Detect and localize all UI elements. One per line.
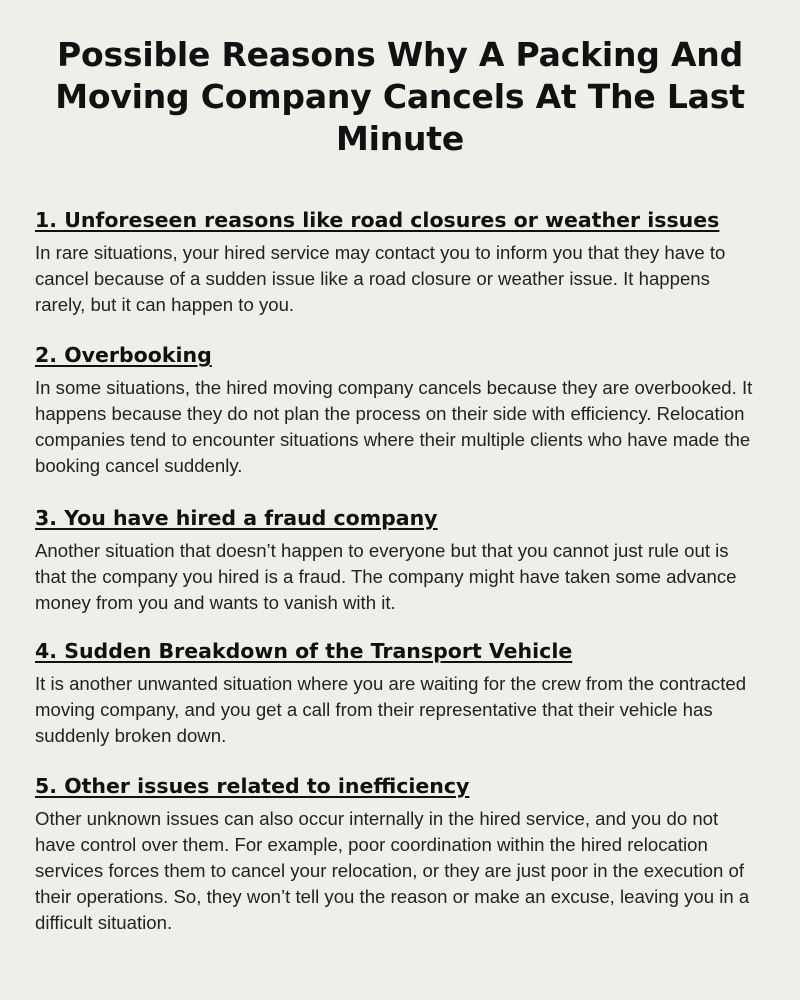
section-heading: 5. Other issues related to inefficiency bbox=[35, 774, 470, 798]
section-body: Other unknown issues can also occur internally in the hired service, and you do not have control over them. For example, poor coordination within the hired relocation services forces them to cancel your relocation, or they are just poor in the execution of their operations. So, they won’t tell you the reason or make an excuse, leaving you in a difficult situation. bbox=[35, 808, 750, 933]
section-body: In some situations, the hired moving company cancels because they are overbooked. It happens because they do not plan the process on their side with efficiency. Relocation companies tend to encounter situations where their multiple clients who have made the booking cancel suddenly. bbox=[35, 377, 753, 476]
section-heading: 3. You have hired a fraud company bbox=[35, 506, 438, 530]
section-inefficiency bbox=[35, 772, 760, 936]
section-fraud-company bbox=[35, 504, 760, 616]
section-body: It is another unwanted situation where you are waiting for the crew from the contracted moving company, and you get a call from their representative that their vehicle has suddenly broken down. bbox=[35, 673, 747, 746]
section-heading: 1. Unforeseen reasons like road closures or weather issues bbox=[35, 208, 720, 232]
section-overbooking bbox=[35, 341, 760, 479]
section-heading: 4. Sudden Breakdown of the Transport Vehicle bbox=[35, 639, 573, 663]
section-body: Another situation that doesn’t happen to everyone but that you cannot just rule out is that the company you hired is a fraud. The company might have taken some advance money from you and wants to vanish with it. bbox=[35, 540, 737, 613]
page-title: Possible Reasons Why A Packing And Moving Company Cancels At The Last Minute bbox=[55, 35, 745, 158]
section-vehicle-breakdown bbox=[35, 637, 760, 749]
section-body: In rare situations, your hired service may contact you to inform you that they have to cancel because of a sudden issue like a road closure or weather issue. It happens rarely, but it can happen to you. bbox=[35, 242, 726, 315]
section-heading: 2. Overbooking bbox=[35, 343, 212, 367]
section-road-closures bbox=[35, 206, 760, 318]
